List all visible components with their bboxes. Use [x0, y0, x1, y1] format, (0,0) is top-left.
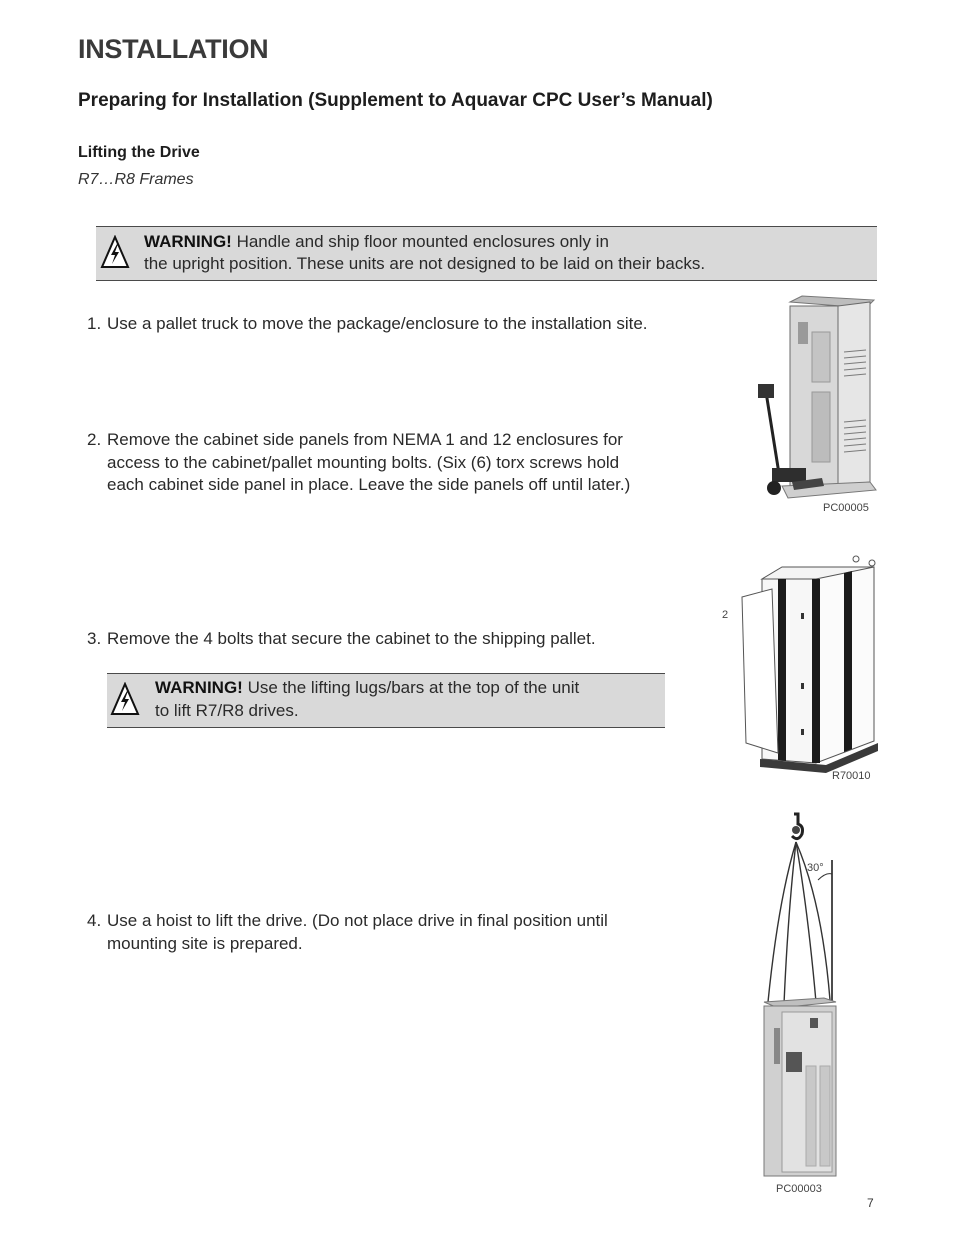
- warning-text-line2: the upright position. These units are not designed to be laid on their backs.: [144, 254, 706, 273]
- step-4: [87, 910, 727, 958]
- high-voltage-warning-icon: [110, 682, 140, 716]
- step-text: Use a pallet truck to move the package/enclosure to the installation site.: [107, 314, 648, 333]
- step-number: 4.: [87, 911, 102, 930]
- step-text: Remove the 4 bolts that secure the cabinet to the shipping pallet.: [107, 629, 596, 648]
- frames-label: R7…R8 Frames: [78, 171, 194, 188]
- page-number: 7: [867, 1196, 874, 1210]
- sling-angle-label: 30°: [807, 862, 824, 874]
- pallet-truck-figure: [752, 292, 880, 504]
- page-title: INSTALLATION: [78, 34, 269, 64]
- figure-code-pc00003: PC00003: [776, 1183, 822, 1195]
- figure-code-pc00005: PC00005: [823, 502, 869, 514]
- step-text-line2: access to the cabinet/pallet mounting bolts. (Six (6) torx screws hold: [107, 452, 620, 472]
- step-text-line3: each cabinet side panel in place. Leave the side panels off until later.): [107, 475, 631, 494]
- step-text-line1: Remove the cabinet side panels from NEMA 1 and 12 enclosures for: [107, 430, 623, 449]
- step-1: [87, 313, 727, 337]
- high-voltage-warning-icon: [100, 235, 130, 269]
- figure-code-r70010: R70010: [832, 770, 871, 782]
- warning-label: WARNING!: [155, 678, 243, 697]
- step-3: [87, 628, 727, 652]
- warning-text-line1: Handle and ship floor mounted enclosures only in: [236, 232, 609, 251]
- warning-label: WARNING!: [144, 232, 232, 251]
- warning-box-upright: [96, 226, 877, 281]
- warning-text-line1: Use the lifting lugs/bars at the top of the unit: [247, 678, 580, 697]
- cabinet-side-panel-figure: [734, 553, 880, 773]
- step-number: 3.: [87, 629, 102, 648]
- lifting-heading: Lifting the Drive: [78, 144, 200, 161]
- step-number: 1.: [87, 314, 102, 333]
- step-2: [87, 429, 727, 499]
- step-number: 2.: [87, 430, 102, 449]
- hoist-lifting-figure: [758, 812, 848, 1184]
- warning-text-line2: to lift R7/R8 drives.: [155, 701, 299, 720]
- figure-callout: 2: [722, 609, 729, 621]
- step-text-line1: Use a hoist to lift the drive. (Do not place drive in final position until: [107, 911, 608, 930]
- warning-box-lifting: [107, 673, 665, 728]
- step-text-line2: mounting site is prepared.: [107, 933, 303, 953]
- section-subtitle: Preparing for Installation (Supplement to Aquavar CPC User’s Manual): [78, 90, 713, 111]
